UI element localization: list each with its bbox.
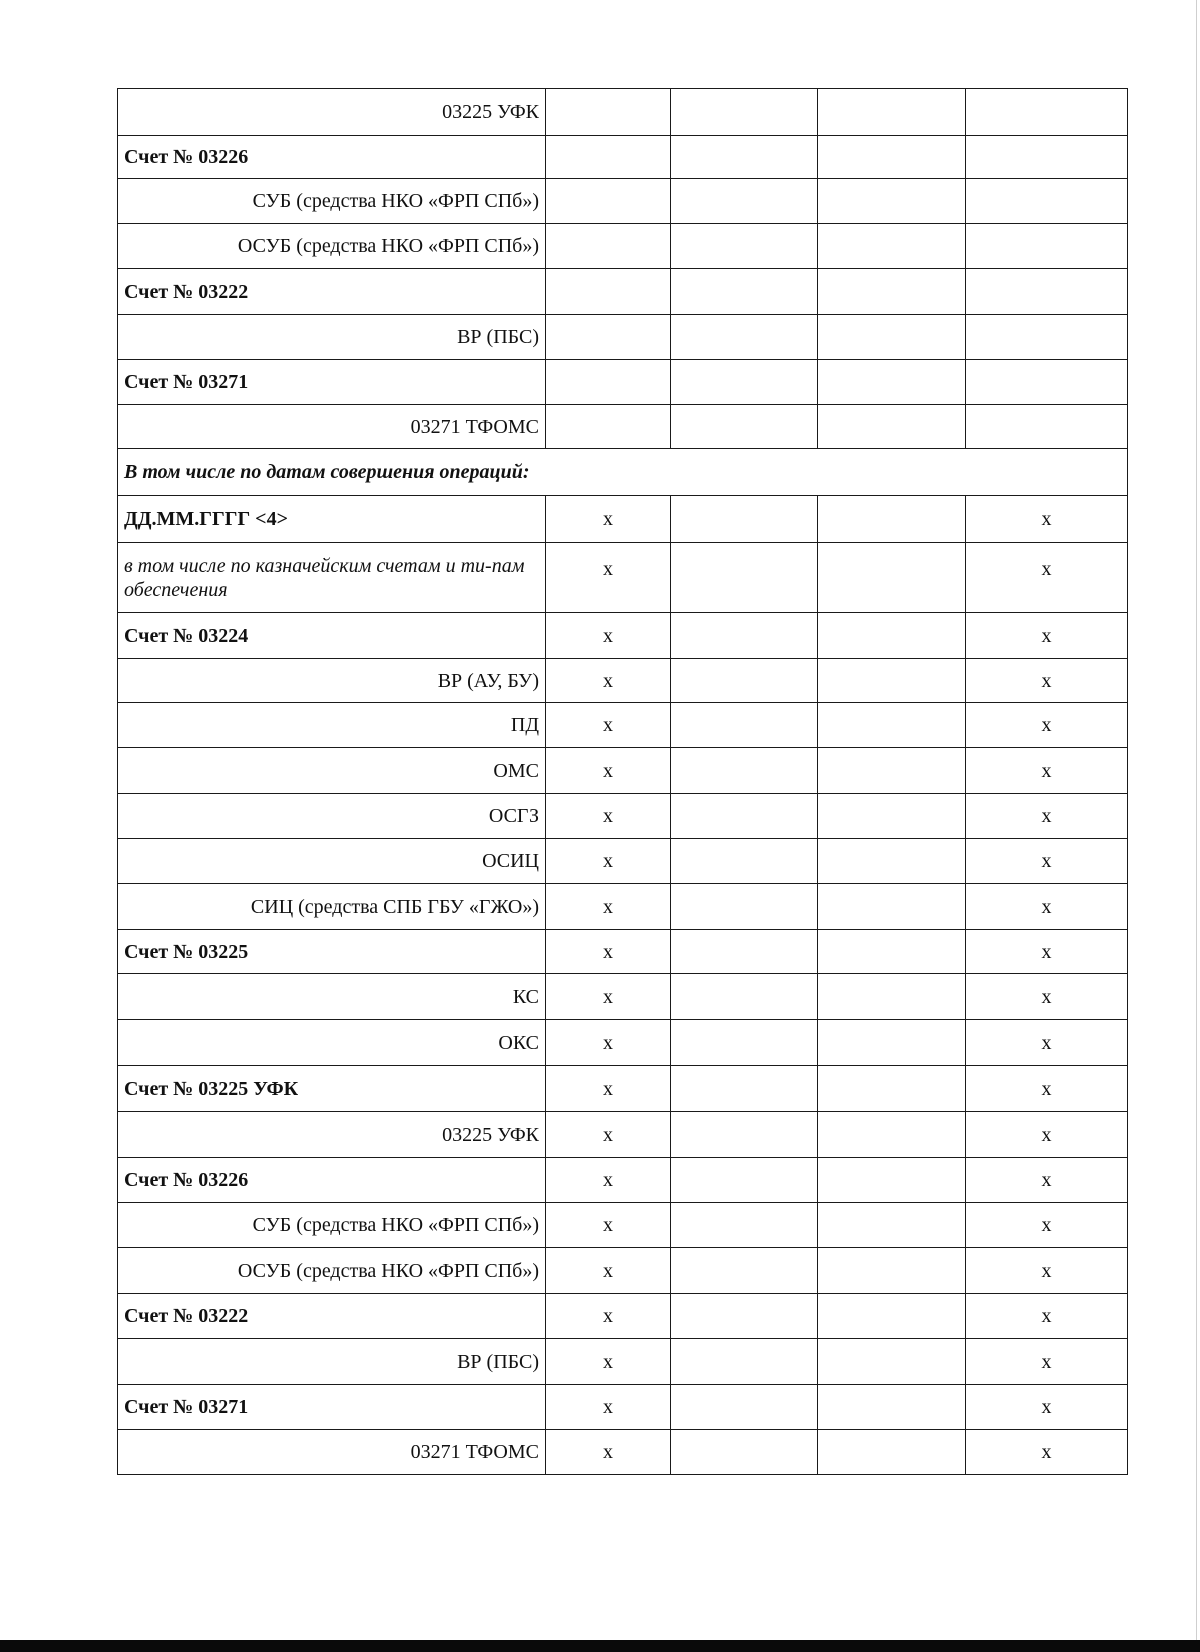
row-label: СУБ (средства НКО «ФРП СПб») bbox=[118, 1203, 546, 1248]
detail-rows bbox=[118, 613, 1128, 1475]
cell bbox=[671, 839, 818, 884]
cell bbox=[818, 360, 966, 405]
cross-mark: x bbox=[966, 1294, 1128, 1339]
cell bbox=[546, 136, 671, 179]
cell bbox=[671, 1066, 818, 1112]
cross-mark: x bbox=[966, 794, 1128, 839]
cell bbox=[818, 1158, 966, 1203]
row-label: ОМС bbox=[118, 748, 546, 794]
cell bbox=[966, 179, 1128, 224]
row-label: ВР (ПБС) bbox=[118, 1339, 546, 1385]
table-row bbox=[118, 839, 1128, 884]
cell bbox=[671, 136, 818, 179]
cell bbox=[546, 89, 671, 136]
cell bbox=[671, 1112, 818, 1158]
cell bbox=[818, 1385, 966, 1430]
cell bbox=[818, 89, 966, 136]
cross-mark: x bbox=[966, 974, 1128, 1020]
cross-mark: x bbox=[546, 884, 671, 930]
table-row bbox=[118, 974, 1128, 1020]
row-label: ОСУБ (средства НКО «ФРП СПб») bbox=[118, 224, 546, 269]
cell bbox=[818, 1203, 966, 1248]
table-row bbox=[118, 1203, 1128, 1248]
cell bbox=[671, 1020, 818, 1066]
account-heading: Счет № 03271 bbox=[118, 360, 546, 405]
cross-mark: x bbox=[966, 543, 1128, 613]
account-heading: Счет № 03271 bbox=[118, 1385, 546, 1430]
cell bbox=[818, 1339, 966, 1385]
cell bbox=[671, 703, 818, 748]
row-label: ОСГЗ bbox=[118, 794, 546, 839]
cross-mark: x bbox=[546, 1203, 671, 1248]
row-label: ОСИЦ bbox=[118, 839, 546, 884]
cross-mark: x bbox=[966, 930, 1128, 974]
cell bbox=[818, 1430, 966, 1475]
cell bbox=[546, 405, 671, 449]
table-row bbox=[118, 269, 1128, 315]
row-label: СИЦ (средства СПБ ГБУ «ГЖО») bbox=[118, 884, 546, 930]
cross-mark: x bbox=[546, 748, 671, 794]
table-row bbox=[118, 449, 1128, 496]
cross-mark: x bbox=[546, 1112, 671, 1158]
cell bbox=[966, 89, 1128, 136]
cross-mark: x bbox=[966, 1339, 1128, 1385]
cell bbox=[818, 1294, 966, 1339]
table-row bbox=[118, 179, 1128, 224]
cross-mark: x bbox=[966, 1020, 1128, 1066]
cross-mark: x bbox=[546, 496, 671, 543]
cell bbox=[671, 179, 818, 224]
row-label: ОСУБ (средства НКО «ФРП СПб») bbox=[118, 1248, 546, 1294]
cell bbox=[671, 974, 818, 1020]
table-row bbox=[118, 543, 1128, 613]
account-heading: Счет № 03226 bbox=[118, 136, 546, 179]
cell bbox=[671, 794, 818, 839]
cell bbox=[966, 269, 1128, 315]
cell bbox=[818, 1112, 966, 1158]
table-row bbox=[118, 613, 1128, 659]
cell bbox=[671, 1430, 818, 1475]
cross-mark: x bbox=[966, 496, 1128, 543]
table-row bbox=[118, 659, 1128, 703]
section-heading: В том числе по датам совершения операций: bbox=[118, 449, 1128, 496]
cell bbox=[546, 269, 671, 315]
table-row bbox=[118, 1112, 1128, 1158]
cell bbox=[671, 748, 818, 794]
cell bbox=[671, 1339, 818, 1385]
cell bbox=[546, 224, 671, 269]
page-edge-line bbox=[1196, 0, 1197, 1640]
cell bbox=[671, 1248, 818, 1294]
cell bbox=[818, 974, 966, 1020]
row-label: ПД bbox=[118, 703, 546, 748]
table-row bbox=[118, 405, 1128, 449]
cell bbox=[671, 659, 818, 703]
cell bbox=[671, 1158, 818, 1203]
row-label: ВР (ПБС) bbox=[118, 315, 546, 360]
table-row bbox=[118, 794, 1128, 839]
row-label: КС bbox=[118, 974, 546, 1020]
cross-mark: x bbox=[966, 1158, 1128, 1203]
cell bbox=[546, 179, 671, 224]
cross-mark: x bbox=[966, 703, 1128, 748]
cross-mark: x bbox=[546, 1430, 671, 1475]
cell bbox=[966, 405, 1128, 449]
cell bbox=[818, 930, 966, 974]
cell bbox=[818, 839, 966, 884]
row-label: СУБ (средства НКО «ФРП СПб») bbox=[118, 179, 546, 224]
account-heading: Счет № 03225 УФК bbox=[118, 1066, 546, 1112]
cross-mark: x bbox=[546, 543, 671, 613]
cross-mark: x bbox=[546, 1385, 671, 1430]
cross-mark: x bbox=[546, 1294, 671, 1339]
account-heading: Счет № 03222 bbox=[118, 269, 546, 315]
account-heading: Счет № 03225 bbox=[118, 930, 546, 974]
table-row bbox=[118, 748, 1128, 794]
table-row bbox=[118, 1430, 1128, 1475]
cell bbox=[671, 543, 818, 613]
cross-mark: x bbox=[966, 1203, 1128, 1248]
cell bbox=[671, 405, 818, 449]
row-label: 03225 УФК bbox=[118, 89, 546, 136]
cell bbox=[818, 136, 966, 179]
cross-mark: x bbox=[966, 839, 1128, 884]
cell bbox=[818, 1020, 966, 1066]
table-row bbox=[118, 496, 1128, 543]
date-row-label: ДД.ММ.ГГГГ <4> bbox=[118, 496, 546, 543]
cross-mark: x bbox=[546, 1066, 671, 1112]
cell bbox=[818, 315, 966, 360]
account-heading: Счет № 03226 bbox=[118, 1158, 546, 1203]
table-row bbox=[118, 1248, 1128, 1294]
cell bbox=[546, 360, 671, 405]
report-table bbox=[117, 88, 1128, 1475]
cross-mark: x bbox=[546, 703, 671, 748]
cross-mark: x bbox=[966, 1066, 1128, 1112]
table-row bbox=[118, 224, 1128, 269]
row-label: ВР (АУ, БУ) bbox=[118, 659, 546, 703]
cell bbox=[671, 89, 818, 136]
cell bbox=[818, 405, 966, 449]
cell bbox=[671, 315, 818, 360]
table-row bbox=[118, 360, 1128, 405]
cross-mark: x bbox=[966, 1112, 1128, 1158]
cell bbox=[546, 315, 671, 360]
subnote-label: в том числе по казначейским счетам и ти-пам обеспечения bbox=[118, 543, 546, 613]
table-row bbox=[118, 930, 1128, 974]
cell bbox=[966, 315, 1128, 360]
cell bbox=[818, 1248, 966, 1294]
cross-mark: x bbox=[966, 1430, 1128, 1475]
cross-mark: x bbox=[546, 1248, 671, 1294]
cell bbox=[818, 224, 966, 269]
cell bbox=[671, 360, 818, 405]
cross-mark: x bbox=[966, 613, 1128, 659]
row-label: 03225 УФК bbox=[118, 1112, 546, 1158]
cross-mark: x bbox=[966, 1385, 1128, 1430]
table-row bbox=[118, 1339, 1128, 1385]
cell bbox=[818, 748, 966, 794]
cross-mark: x bbox=[546, 794, 671, 839]
cell bbox=[818, 1066, 966, 1112]
cell bbox=[818, 496, 966, 543]
cross-mark: x bbox=[546, 839, 671, 884]
cell bbox=[818, 659, 966, 703]
scan-bottom-border bbox=[0, 1640, 1200, 1652]
cell bbox=[671, 1294, 818, 1339]
cell bbox=[671, 269, 818, 315]
table-row bbox=[118, 1385, 1128, 1430]
table-row bbox=[118, 89, 1128, 136]
cross-mark: x bbox=[966, 884, 1128, 930]
table-row bbox=[118, 315, 1128, 360]
table-row bbox=[118, 1066, 1128, 1112]
cross-mark: x bbox=[546, 1339, 671, 1385]
cross-mark: x bbox=[546, 1158, 671, 1203]
row-label: ОКС bbox=[118, 1020, 546, 1066]
cell bbox=[671, 224, 818, 269]
cell bbox=[671, 613, 818, 659]
cell bbox=[966, 136, 1128, 179]
cross-mark: x bbox=[546, 659, 671, 703]
cross-mark: x bbox=[546, 930, 671, 974]
cross-mark: x bbox=[966, 659, 1128, 703]
cross-mark: x bbox=[546, 974, 671, 1020]
table-row bbox=[118, 703, 1128, 748]
cell bbox=[818, 884, 966, 930]
table-row bbox=[118, 884, 1128, 930]
cell bbox=[671, 1203, 818, 1248]
cell bbox=[818, 613, 966, 659]
cell bbox=[818, 703, 966, 748]
cell bbox=[671, 496, 818, 543]
cell bbox=[966, 360, 1128, 405]
cell bbox=[671, 930, 818, 974]
table-row bbox=[118, 1020, 1128, 1066]
cell bbox=[818, 179, 966, 224]
cross-mark: x bbox=[966, 1248, 1128, 1294]
row-label: 03271 ТФОМС bbox=[118, 1430, 546, 1475]
cross-mark: x bbox=[546, 613, 671, 659]
table-row bbox=[118, 1294, 1128, 1339]
table-row bbox=[118, 136, 1128, 179]
cell bbox=[818, 543, 966, 613]
cell bbox=[966, 224, 1128, 269]
cell bbox=[671, 1385, 818, 1430]
account-heading: Счет № 03224 bbox=[118, 613, 546, 659]
row-label: 03271 ТФОМС bbox=[118, 405, 546, 449]
account-heading: Счет № 03222 bbox=[118, 1294, 546, 1339]
table-row bbox=[118, 1158, 1128, 1203]
cross-mark: x bbox=[546, 1020, 671, 1066]
cell bbox=[671, 884, 818, 930]
cell bbox=[818, 794, 966, 839]
cell bbox=[818, 269, 966, 315]
cross-mark: x bbox=[966, 748, 1128, 794]
